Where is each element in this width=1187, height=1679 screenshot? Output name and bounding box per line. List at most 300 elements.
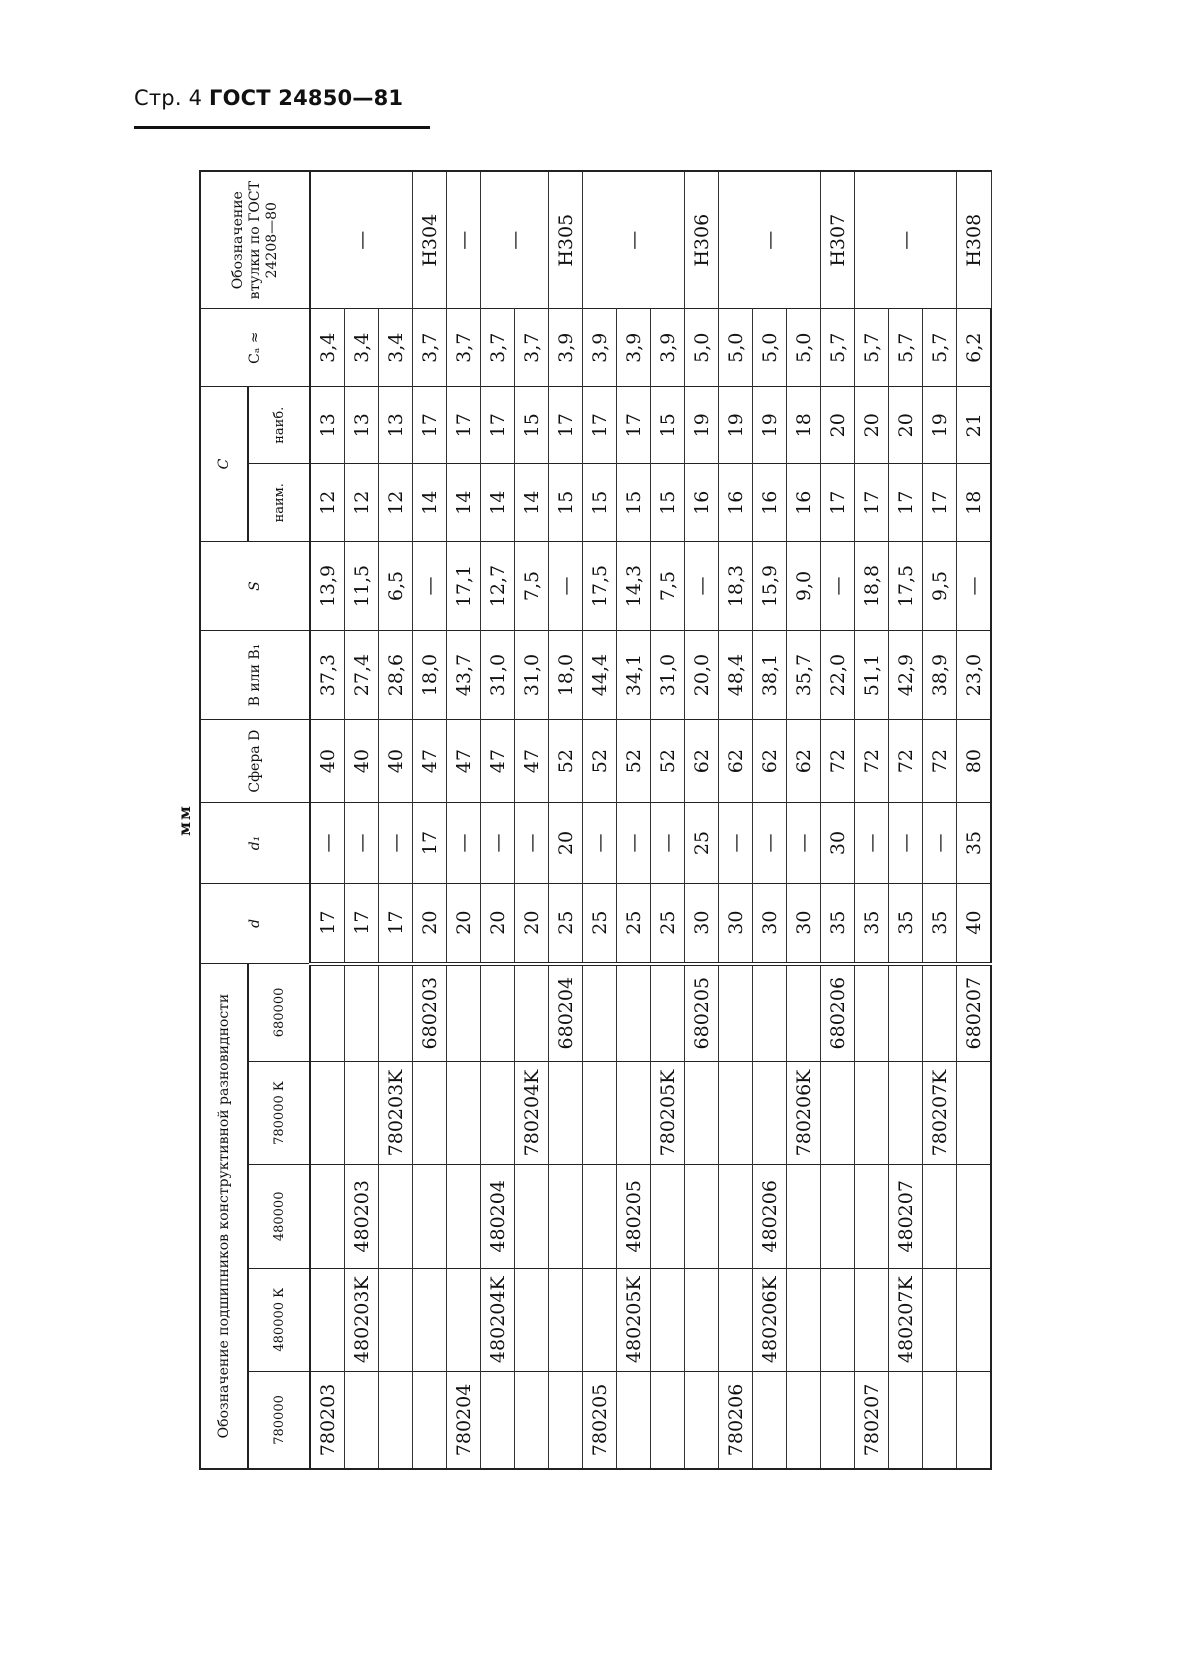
cell-S: — xyxy=(549,542,583,631)
cell-d: 20 xyxy=(481,883,515,963)
cell-bushing: Н305 xyxy=(549,171,583,309)
cell-780000K xyxy=(481,1061,515,1164)
cell-sphere-D: 52 xyxy=(583,720,617,803)
cell-680000: 680206 xyxy=(821,964,855,1062)
cell-sphere-D: 52 xyxy=(617,720,651,803)
cell-480000: 480204 xyxy=(481,1165,515,1268)
cell-C-min: 14 xyxy=(447,464,481,542)
cell-480000K xyxy=(787,1268,821,1371)
cell-480000K xyxy=(957,1268,992,1371)
cell-780000 xyxy=(345,1371,379,1469)
cell-780000K: 780207K xyxy=(923,1061,957,1164)
cell-B: 38,1 xyxy=(753,631,787,720)
cell-d: 35 xyxy=(855,883,889,963)
cell-S: 9,0 xyxy=(787,542,821,631)
cell-B: 22,0 xyxy=(821,631,855,720)
cell-bushing: Н304 xyxy=(413,171,447,309)
cell-bushing: — xyxy=(583,171,685,309)
cell-S: 17,5 xyxy=(583,542,617,631)
cell-S: 12,7 xyxy=(481,542,515,631)
cell-480000K xyxy=(719,1268,753,1371)
cell-780000K xyxy=(889,1061,923,1164)
cell-480000 xyxy=(787,1165,821,1268)
cell-C-min: 15 xyxy=(549,464,583,542)
header-rule xyxy=(134,126,430,129)
header-S: S xyxy=(200,542,310,631)
cell-B: 48,4 xyxy=(719,631,753,720)
cell-B: 27,4 xyxy=(345,631,379,720)
cell-C-max: 17 xyxy=(447,386,481,464)
cell-B: 34,1 xyxy=(617,631,651,720)
cell-d1: — xyxy=(515,803,549,883)
cell-480000 xyxy=(685,1165,719,1268)
table-row xyxy=(753,171,787,1469)
cell-sphere-D: 62 xyxy=(787,720,821,803)
table-row xyxy=(447,171,481,1469)
cell-C-min: 14 xyxy=(413,464,447,542)
cell-sphere-D: 47 xyxy=(413,720,447,803)
cell-480000K xyxy=(651,1268,685,1371)
cell-780000K xyxy=(310,1061,345,1164)
cell-sphere-D: 62 xyxy=(719,720,753,803)
cell-780000 xyxy=(787,1371,821,1469)
cell-780000K: 780206K xyxy=(787,1061,821,1164)
header-bushing: Обозначение втулки по ГОСТ 24208—80 xyxy=(200,171,310,309)
units-label: мм xyxy=(175,804,194,836)
cell-C-min: 15 xyxy=(617,464,651,542)
cell-d1: — xyxy=(923,803,957,883)
cell-480000K xyxy=(685,1268,719,1371)
cell-480000K xyxy=(855,1268,889,1371)
cell-C-max: 19 xyxy=(719,386,753,464)
cell-B: 31,0 xyxy=(481,631,515,720)
cell-Ca: 3,7 xyxy=(515,309,549,387)
rotated-table-stage xyxy=(175,170,1025,1470)
cell-Ca: 3,7 xyxy=(413,309,447,387)
cell-C-max: 21 xyxy=(957,386,992,464)
cell-bushing: — xyxy=(310,171,413,309)
cell-780000K xyxy=(685,1061,719,1164)
cell-d1: 35 xyxy=(957,803,992,883)
cell-C-min: 17 xyxy=(821,464,855,542)
cell-C-min: 15 xyxy=(651,464,685,542)
cell-B: 35,7 xyxy=(787,631,821,720)
cell-Ca: 5,7 xyxy=(889,309,923,387)
cell-d: 25 xyxy=(549,883,583,963)
cell-780000: 780205 xyxy=(583,1371,617,1469)
cell-780000 xyxy=(957,1371,992,1469)
cell-Ca: 3,4 xyxy=(345,309,379,387)
cell-C-min: 17 xyxy=(923,464,957,542)
cell-480000 xyxy=(447,1165,481,1268)
header-C-max: наиб. xyxy=(248,386,310,464)
table-row xyxy=(855,171,889,1469)
cell-780000 xyxy=(549,1371,583,1469)
cell-480000K: 480206K xyxy=(753,1268,787,1371)
cell-480000K xyxy=(413,1268,447,1371)
cell-680000 xyxy=(379,964,413,1062)
cell-680000: 680203 xyxy=(413,964,447,1062)
cell-780000K xyxy=(413,1061,447,1164)
cell-d: 20 xyxy=(447,883,481,963)
cell-B: 44,4 xyxy=(583,631,617,720)
cell-B: 42,9 xyxy=(889,631,923,720)
cell-d: 30 xyxy=(719,883,753,963)
cell-S: 14,3 xyxy=(617,542,651,631)
cell-480000K xyxy=(583,1268,617,1371)
cell-C-max: 13 xyxy=(379,386,413,464)
table-body xyxy=(310,171,991,1469)
cell-d1: 25 xyxy=(685,803,719,883)
cell-sphere-D: 40 xyxy=(379,720,413,803)
standard-number: ГОСТ 24850—81 xyxy=(209,86,404,110)
cell-680000 xyxy=(651,964,685,1062)
cell-780000K: 780205K xyxy=(651,1061,685,1164)
table-row xyxy=(719,171,753,1469)
cell-480000 xyxy=(923,1165,957,1268)
cell-sphere-D: 52 xyxy=(651,720,685,803)
header-Ca: Cₐ ≈ xyxy=(200,309,310,387)
cell-S: 11,5 xyxy=(345,542,379,631)
cell-780000 xyxy=(481,1371,515,1469)
cell-780000K xyxy=(855,1061,889,1164)
cell-S: — xyxy=(685,542,719,631)
cell-bushing: — xyxy=(855,171,957,309)
cell-C-max: 15 xyxy=(515,386,549,464)
table-row xyxy=(923,171,957,1469)
cell-sphere-D: 62 xyxy=(753,720,787,803)
cell-C-max: 18 xyxy=(787,386,821,464)
header-C: C xyxy=(200,386,248,541)
cell-d1: — xyxy=(889,803,923,883)
cell-680000: 680207 xyxy=(957,964,992,1062)
cell-d: 20 xyxy=(413,883,447,963)
cell-680000 xyxy=(923,964,957,1062)
cell-780000 xyxy=(379,1371,413,1469)
cell-bushing: — xyxy=(719,171,821,309)
cell-C-min: 14 xyxy=(481,464,515,542)
cell-B: 18,0 xyxy=(549,631,583,720)
cell-d: 30 xyxy=(753,883,787,963)
cell-sphere-D: 62 xyxy=(685,720,719,803)
cell-680000 xyxy=(345,964,379,1062)
table-row xyxy=(685,171,719,1469)
cell-B: 51,1 xyxy=(855,631,889,720)
cell-d: 20 xyxy=(515,883,549,963)
table-row xyxy=(310,171,345,1469)
cell-780000K: 780204K xyxy=(515,1061,549,1164)
header-sphere-D: Сфера D xyxy=(200,720,310,803)
cell-S: 17,5 xyxy=(889,542,923,631)
cell-sphere-D: 40 xyxy=(310,720,345,803)
cell-Ca: 5,7 xyxy=(855,309,889,387)
cell-sphere-D: 47 xyxy=(447,720,481,803)
cell-C-max: 17 xyxy=(617,386,651,464)
cell-680000 xyxy=(310,964,345,1062)
cell-Ca: 3,4 xyxy=(379,309,413,387)
cell-780000 xyxy=(685,1371,719,1469)
cell-780000 xyxy=(923,1371,957,1469)
cell-S: 7,5 xyxy=(515,542,549,631)
cell-d: 35 xyxy=(821,883,855,963)
cell-sphere-D: 72 xyxy=(923,720,957,803)
cell-480000 xyxy=(821,1165,855,1268)
cell-d1: — xyxy=(310,803,345,883)
cell-d1: — xyxy=(651,803,685,883)
cell-d1: 17 xyxy=(413,803,447,883)
cell-480000 xyxy=(379,1165,413,1268)
cell-S: 18,8 xyxy=(855,542,889,631)
cell-C-max: 17 xyxy=(549,386,583,464)
cell-Ca: 3,9 xyxy=(583,309,617,387)
table-row xyxy=(549,171,583,1469)
cell-C-max: 17 xyxy=(413,386,447,464)
cell-Ca: 5,7 xyxy=(821,309,855,387)
cell-780000: 780203 xyxy=(310,1371,345,1469)
table-row xyxy=(651,171,685,1469)
page-label: Стр. 4 xyxy=(134,86,203,110)
cell-C-min: 14 xyxy=(515,464,549,542)
cell-C-max: 20 xyxy=(821,386,855,464)
cell-B: 37,3 xyxy=(310,631,345,720)
cell-480000 xyxy=(515,1165,549,1268)
cell-780000K xyxy=(753,1061,787,1164)
cell-780000 xyxy=(413,1371,447,1469)
cell-C-min: 12 xyxy=(310,464,345,542)
cell-680000 xyxy=(583,964,617,1062)
table-row xyxy=(481,171,515,1469)
designation-group-header: Обозначение подшипников конструктивной разновидности xyxy=(200,964,248,1469)
cell-Ca: 3,7 xyxy=(481,309,515,387)
cell-S: — xyxy=(957,542,992,631)
cell-C-min: 12 xyxy=(379,464,413,542)
cell-C-min: 17 xyxy=(889,464,923,542)
cell-d: 25 xyxy=(583,883,617,963)
table-row xyxy=(379,171,413,1469)
table-row xyxy=(957,171,992,1469)
cell-C-min: 12 xyxy=(345,464,379,542)
cell-d1: 30 xyxy=(821,803,855,883)
cell-d1: 20 xyxy=(549,803,583,883)
cell-d1: — xyxy=(617,803,651,883)
cell-480000K: 480207K xyxy=(889,1268,923,1371)
cell-d1: — xyxy=(583,803,617,883)
cell-B: 43,7 xyxy=(447,631,481,720)
cell-sphere-D: 72 xyxy=(855,720,889,803)
cell-d1: — xyxy=(345,803,379,883)
cell-480000 xyxy=(549,1165,583,1268)
cell-B: 28,6 xyxy=(379,631,413,720)
cell-d: 17 xyxy=(345,883,379,963)
table-row xyxy=(515,171,549,1469)
cell-C-min: 16 xyxy=(685,464,719,542)
cell-bushing: Н307 xyxy=(821,171,855,309)
cell-S: 6,5 xyxy=(379,542,413,631)
cell-d: 17 xyxy=(310,883,345,963)
cell-480000K: 480205K xyxy=(617,1268,651,1371)
cell-Ca: 6,2 xyxy=(957,309,992,387)
cell-S: 18,3 xyxy=(719,542,753,631)
cell-S: — xyxy=(821,542,855,631)
cell-d: 30 xyxy=(685,883,719,963)
cell-780000K xyxy=(617,1061,651,1164)
cell-d: 25 xyxy=(651,883,685,963)
cell-480000K xyxy=(379,1268,413,1371)
cell-sphere-D: 40 xyxy=(345,720,379,803)
cell-480000: 480206 xyxy=(753,1165,787,1268)
table-row xyxy=(617,171,651,1469)
cell-680000 xyxy=(787,964,821,1062)
cell-C-max: 19 xyxy=(685,386,719,464)
cell-C-max: 17 xyxy=(481,386,515,464)
table-row xyxy=(583,171,617,1469)
cell-d1: — xyxy=(379,803,413,883)
cell-780000K xyxy=(957,1061,992,1164)
cell-480000K xyxy=(549,1268,583,1371)
cell-bushing: — xyxy=(481,171,549,309)
cell-Ca: 3,9 xyxy=(549,309,583,387)
cell-780000 xyxy=(651,1371,685,1469)
cell-480000K xyxy=(447,1268,481,1371)
cell-480000 xyxy=(957,1165,992,1268)
cell-C-max: 15 xyxy=(651,386,685,464)
cell-480000: 480205 xyxy=(617,1165,651,1268)
cell-d1: — xyxy=(447,803,481,883)
cell-780000: 780207 xyxy=(855,1371,889,1469)
cell-680000 xyxy=(719,964,753,1062)
cell-680000: 680205 xyxy=(685,964,719,1062)
cell-d: 25 xyxy=(617,883,651,963)
cell-sphere-D: 47 xyxy=(481,720,515,803)
cell-480000K: 480203K xyxy=(345,1268,379,1371)
cell-780000K xyxy=(719,1061,753,1164)
cell-780000: 780204 xyxy=(447,1371,481,1469)
cell-d1: — xyxy=(855,803,889,883)
cell-480000 xyxy=(413,1165,447,1268)
bearing-dimensions-table xyxy=(199,170,992,1470)
cell-sphere-D: 80 xyxy=(957,720,992,803)
cell-C-max: 13 xyxy=(345,386,379,464)
cell-480000K xyxy=(821,1268,855,1371)
cell-Ca: 5,0 xyxy=(685,309,719,387)
cell-bushing: — xyxy=(447,171,481,309)
cell-d: 30 xyxy=(787,883,821,963)
header-d1: d₁ xyxy=(200,803,310,883)
cell-sphere-D: 52 xyxy=(549,720,583,803)
cell-d: 17 xyxy=(379,883,413,963)
cell-bushing: Н308 xyxy=(957,171,992,309)
cell-680000 xyxy=(753,964,787,1062)
cell-480000 xyxy=(583,1165,617,1268)
cell-480000 xyxy=(855,1165,889,1268)
cell-C-max: 17 xyxy=(583,386,617,464)
cell-Ca: 5,7 xyxy=(923,309,957,387)
cell-680000 xyxy=(481,964,515,1062)
cell-d1: — xyxy=(719,803,753,883)
cell-680000 xyxy=(855,964,889,1062)
cell-C-max: 20 xyxy=(889,386,923,464)
cell-480000K xyxy=(923,1268,957,1371)
cell-C-min: 16 xyxy=(753,464,787,542)
cell-680000 xyxy=(447,964,481,1062)
cell-C-min: 15 xyxy=(583,464,617,542)
cell-sphere-D: 47 xyxy=(515,720,549,803)
cell-780000: 780206 xyxy=(719,1371,753,1469)
cell-680000 xyxy=(617,964,651,1062)
header-type-480000K: 480000 К xyxy=(248,1268,310,1371)
cell-480000K: 480204K xyxy=(481,1268,515,1371)
cell-780000K xyxy=(821,1061,855,1164)
table-row xyxy=(821,171,855,1469)
cell-d: 35 xyxy=(889,883,923,963)
cell-780000 xyxy=(889,1371,923,1469)
cell-780000 xyxy=(821,1371,855,1469)
cell-C-max: 20 xyxy=(855,386,889,464)
cell-780000K xyxy=(447,1061,481,1164)
cell-d1: — xyxy=(753,803,787,883)
cell-480000 xyxy=(310,1165,345,1268)
cell-sphere-D: 72 xyxy=(889,720,923,803)
cell-C-min: 16 xyxy=(787,464,821,542)
cell-B: 38,9 xyxy=(923,631,957,720)
cell-B: 18,0 xyxy=(413,631,447,720)
table-row xyxy=(413,171,447,1469)
cell-d: 40 xyxy=(957,883,992,963)
header-type-480000: 480000 xyxy=(248,1165,310,1268)
cell-sphere-D: 72 xyxy=(821,720,855,803)
cell-680000 xyxy=(889,964,923,1062)
cell-780000 xyxy=(617,1371,651,1469)
cell-Ca: 5,0 xyxy=(719,309,753,387)
cell-S: 17,1 xyxy=(447,542,481,631)
cell-780000K xyxy=(583,1061,617,1164)
header-type-680000: 680000 xyxy=(248,964,310,1062)
cell-S: — xyxy=(413,542,447,631)
cell-780000 xyxy=(753,1371,787,1469)
header-type-780000K: 780000 К xyxy=(248,1061,310,1164)
cell-480000K xyxy=(310,1268,345,1371)
table-row xyxy=(787,171,821,1469)
page-header xyxy=(134,86,403,110)
cell-Ca: 3,9 xyxy=(651,309,685,387)
cell-780000K xyxy=(549,1061,583,1164)
cell-480000: 480207 xyxy=(889,1165,923,1268)
header-d: d xyxy=(200,883,310,963)
cell-480000: 480203 xyxy=(345,1165,379,1268)
cell-C-min: 18 xyxy=(957,464,992,542)
cell-780000K: 780203K xyxy=(379,1061,413,1164)
cell-S: 13,9 xyxy=(310,542,345,631)
cell-S: 9,5 xyxy=(923,542,957,631)
cell-C-max: 19 xyxy=(753,386,787,464)
cell-B: 23,0 xyxy=(957,631,992,720)
cell-d1: — xyxy=(481,803,515,883)
cell-B: 20,0 xyxy=(685,631,719,720)
cell-780000K xyxy=(345,1061,379,1164)
header-B: B или B₁ xyxy=(200,631,310,720)
cell-B: 31,0 xyxy=(651,631,685,720)
cell-480000K xyxy=(515,1268,549,1371)
table-row xyxy=(889,171,923,1469)
cell-Ca: 3,9 xyxy=(617,309,651,387)
cell-C-min: 17 xyxy=(855,464,889,542)
cell-C-max: 19 xyxy=(923,386,957,464)
cell-S: 15,9 xyxy=(753,542,787,631)
table-row xyxy=(345,171,379,1469)
cell-480000 xyxy=(719,1165,753,1268)
cell-680000 xyxy=(515,964,549,1062)
cell-Ca: 3,7 xyxy=(447,309,481,387)
